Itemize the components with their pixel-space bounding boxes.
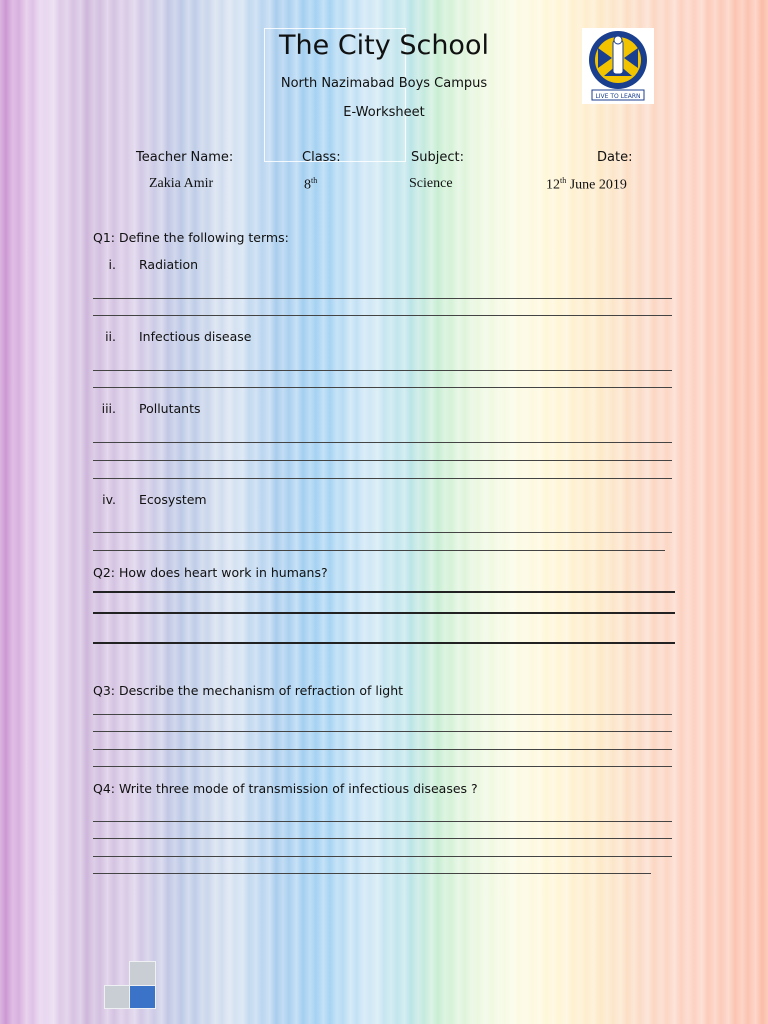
answer-line[interactable]: [93, 478, 672, 479]
answer-line[interactable]: [93, 370, 672, 371]
answer-line[interactable]: [93, 731, 672, 732]
campus-name: North Nazimabad Boys Campus: [280, 76, 488, 91]
q1-item-number: iii.: [101, 401, 116, 416]
answer-line[interactable]: [93, 387, 672, 388]
answer-line[interactable]: [93, 532, 672, 533]
answer-line[interactable]: [93, 714, 672, 715]
class-label: Class:: [302, 150, 341, 165]
worksheet-title: E-Worksheet: [343, 105, 425, 120]
answer-line[interactable]: [93, 766, 672, 767]
answer-line[interactable]: [93, 838, 672, 839]
answer-line[interactable]: [93, 315, 672, 316]
q1-item-number: ii.: [105, 329, 116, 344]
subject-value: Science: [409, 176, 453, 191]
q1-item-number: i.: [108, 257, 116, 272]
subject-label: Subject:: [411, 150, 464, 165]
date-label: Date:: [597, 150, 633, 165]
question-1: Q1: Define the following terms:: [93, 230, 289, 245]
q1-item-label: Radiation: [139, 257, 199, 272]
teacher-value: Zakia Amir: [149, 176, 214, 191]
school-crest-icon: [582, 28, 654, 104]
question-3: Q3: Describe the mechanism of refraction of light: [93, 683, 404, 698]
logo-motto: LIVE TO LEARN: [595, 93, 641, 100]
date-value: 12th June 2019: [546, 176, 627, 193]
class-value: 8th: [304, 176, 318, 193]
answer-line[interactable]: [93, 591, 675, 593]
answer-line[interactable]: [93, 298, 672, 299]
question-4: Q4: Write three mode of transmission of infectious diseases ?: [93, 781, 478, 796]
decor-tile-grey: [104, 985, 130, 1009]
q1-item-label: Ecosystem: [139, 492, 207, 507]
answer-line[interactable]: [93, 642, 675, 644]
answer-line[interactable]: [93, 442, 672, 443]
answer-line[interactable]: [93, 821, 672, 822]
answer-line[interactable]: [93, 856, 672, 857]
answer-line[interactable]: [93, 749, 672, 750]
school-name: The City School: [279, 30, 489, 61]
decor-tile-grey: [129, 961, 156, 986]
q1-item-label: Infectious disease: [139, 329, 252, 344]
teacher-label: Teacher Name:: [136, 150, 234, 165]
q1-item-number: iv.: [102, 492, 116, 507]
answer-line[interactable]: [93, 873, 651, 874]
answer-line[interactable]: [93, 460, 672, 461]
q1-item-label: Pollutants: [139, 401, 201, 416]
decor-tile-blue: [129, 985, 156, 1009]
question-2: Q2: How does heart work in humans?: [93, 565, 328, 580]
answer-line[interactable]: [93, 612, 675, 614]
answer-line[interactable]: [93, 550, 665, 551]
